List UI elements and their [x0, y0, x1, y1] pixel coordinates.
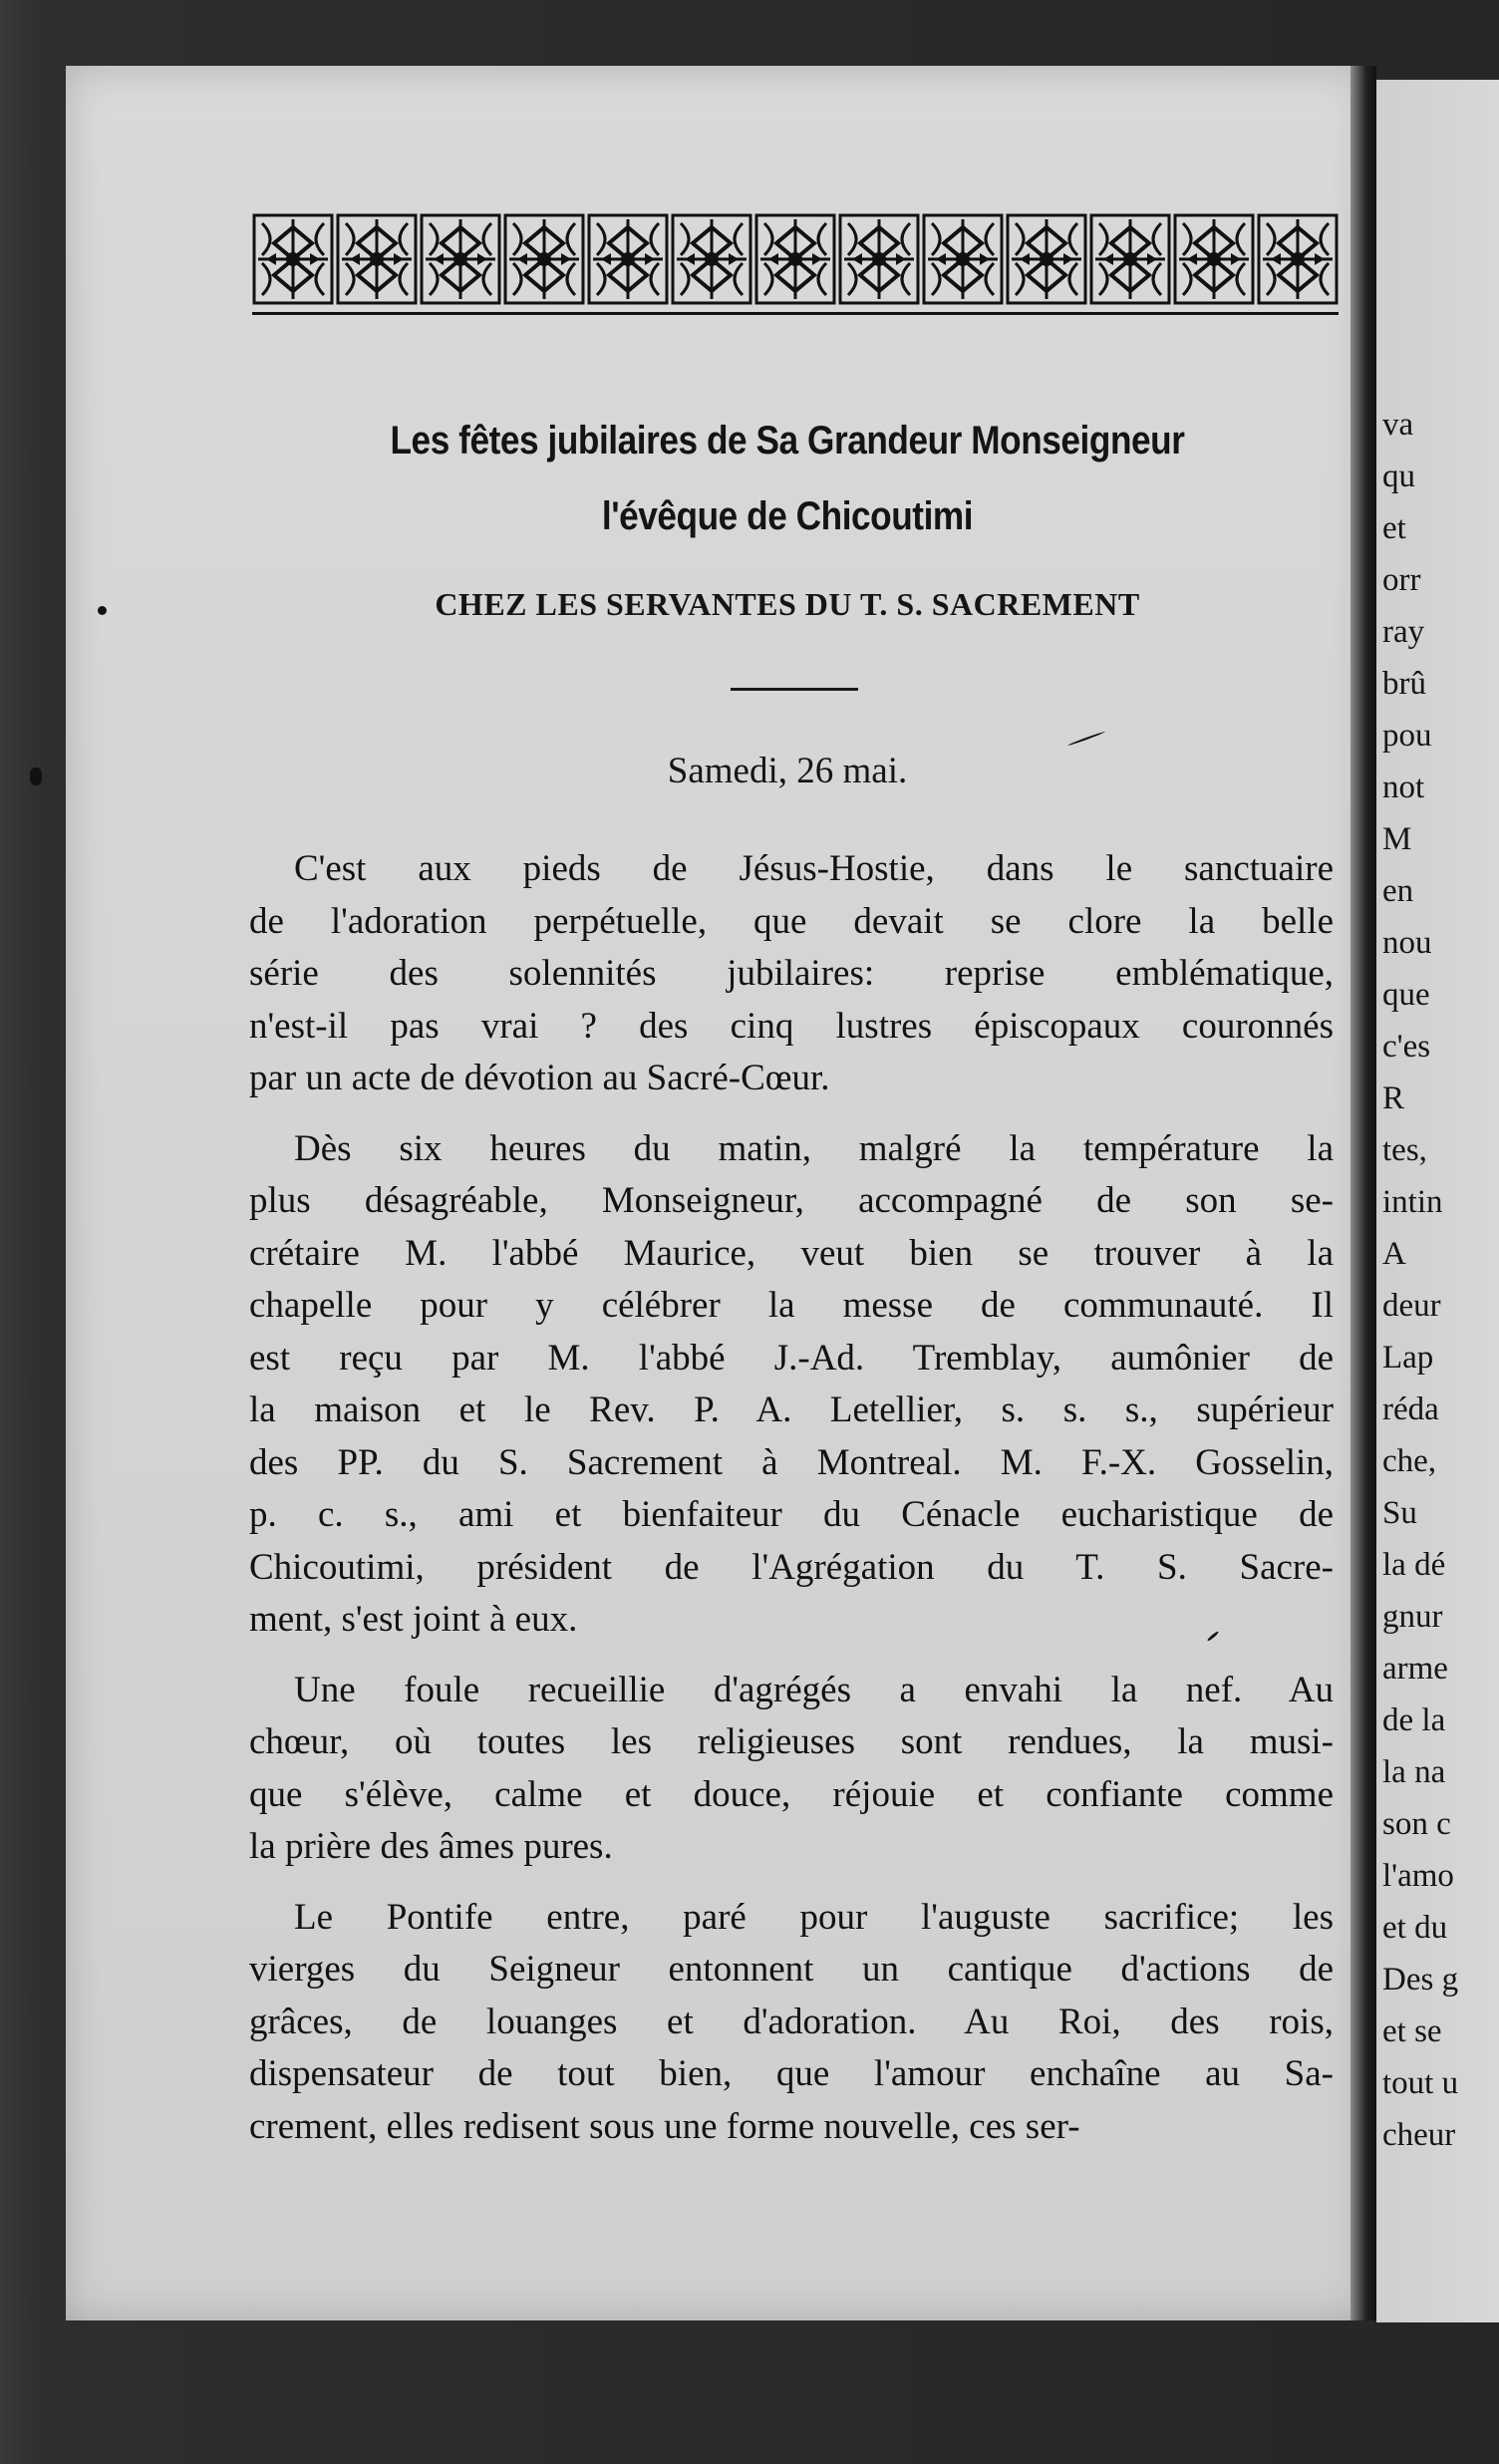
text-line: est reçu par M. l'abbé J.-Ad. Tremblay, aumônier de	[249, 1337, 1334, 1379]
fragment-line: la dé	[1382, 1547, 1446, 1583]
fragment-line: que	[1382, 977, 1430, 1013]
text-line: de l'adoration perpétuelle, que devait se clore la belle	[249, 900, 1334, 942]
text-line: dispensateur de tout bien, que l'amour enchaîne au Sa-	[249, 2053, 1334, 2094]
fragment-line: che,	[1382, 1443, 1437, 1479]
fragment-line: en	[1382, 873, 1414, 909]
fragment-line: M	[1382, 821, 1412, 857]
fragment-line: et se	[1382, 2013, 1442, 2049]
text-line: vierges du Seigneur entonnent un cantique d'actions de	[249, 1949, 1334, 1990]
text-line: grâces, de louanges et d'adoration. Au Roi, des rois,	[249, 2001, 1334, 2042]
text-line: Le Pontife entre, paré pour l'auguste sacrifice; les	[294, 1896, 1334, 1938]
text-line: Dès six heures du matin, malgré la température la	[294, 1127, 1334, 1169]
text-line: la prière des âmes pures.	[249, 1826, 613, 1867]
dateline: Samedi, 26 mai.	[667, 751, 908, 791]
fragment-line: nou	[1382, 925, 1432, 961]
text-line: p. c. s., ami et bienfaiteur du Cénacle eucharistique de	[249, 1494, 1334, 1535]
fragment-line: deur	[1382, 1288, 1441, 1324]
film-speck	[30, 768, 42, 785]
fragment-line: l'amo	[1382, 1858, 1454, 1894]
section-divider	[731, 688, 858, 691]
fragment-line: la na	[1382, 1754, 1446, 1790]
fragment-line: tes,	[1382, 1132, 1427, 1168]
fragment-line: Lap	[1382, 1340, 1434, 1376]
text-line: chœur, où toutes les religieuses sont rendues, la musi-	[249, 1721, 1334, 1762]
text-line: C'est aux pieds de Jésus-Hostie, dans le sanctuaire	[294, 848, 1334, 889]
fragment-line: Su	[1382, 1495, 1417, 1531]
fragment-line: R	[1382, 1080, 1405, 1116]
paragraph	[249, 1665, 1334, 1874]
paragraph	[249, 843, 1334, 1105]
text-line: la maison et le Rev. P. A. Letellier, s. s. s., supérieur	[249, 1389, 1334, 1430]
fragment-line: intin	[1382, 1184, 1443, 1220]
text-line: que s'élève, calme et douce, réjouie et confiante comme	[249, 1773, 1334, 1815]
text-line: par un acte de dévotion au Sacré-Cœur.	[249, 1058, 830, 1098]
fragment-line: pou	[1382, 718, 1432, 754]
ornament-underline	[252, 312, 1339, 315]
fragment-line: gnur	[1382, 1599, 1443, 1635]
text-line: série des solennités jubilaires: reprise emblématique,	[249, 953, 1334, 994]
text-line: ment, s'est joint à eux.	[249, 1599, 578, 1640]
text-line: Chicoutimi, président de l'Agrégation du T. S. Sacre-	[249, 1546, 1334, 1588]
text-line: chapelle pour y célébrer la messe de communauté. Il	[249, 1285, 1334, 1326]
fragment-line: A	[1382, 1236, 1406, 1272]
fragment-line: brû	[1382, 666, 1426, 702]
fragment-line: c'es	[1382, 1029, 1431, 1065]
fragment-line: tout u	[1382, 2065, 1459, 2101]
fragment-line: orr	[1382, 562, 1421, 598]
paragraph	[249, 1892, 1334, 2154]
fragment-line: son c	[1382, 1806, 1451, 1842]
fragment-line: ray	[1382, 614, 1425, 650]
text-line: Une foule recueillie d'agrégés a envahi la nef. Au	[294, 1669, 1334, 1710]
paragraph	[249, 1123, 1334, 1647]
text-line: n'est-il pas vrai ? des cinq lustres épiscopaux couronnés	[249, 1005, 1334, 1047]
fragment-line: va	[1382, 407, 1414, 443]
text-line: crement, elles redisent sous une forme nouvelle, ces ser-	[249, 2105, 1080, 2147]
fragment-line: cheur	[1382, 2117, 1456, 2153]
next-page-fragments	[1382, 399, 1499, 2161]
fragment-line: Des g	[1382, 1962, 1459, 1998]
article-title-line-1: Les fêtes jubilaires de Sa Grandeur Monseigneur	[390, 419, 1185, 462]
fragment-line: et du	[1382, 1910, 1448, 1946]
article-subtitle: CHEZ LES SERVANTES DU T. S. SACREMENT	[435, 586, 1140, 622]
book-gutter	[1350, 66, 1376, 2320]
text-line: des PP. du S. Sacrement à Montreal. M. F.-X. Gosselin,	[249, 1441, 1334, 1483]
text-line: crétaire M. l'abbé Maurice, veut bien se trouver à la	[249, 1232, 1334, 1274]
fragment-line: arme	[1382, 1651, 1448, 1687]
article-title-line-2: l'évêque de Chicoutimi	[601, 494, 974, 538]
fragment-line: de la	[1382, 1702, 1446, 1738]
ornamental-border	[252, 209, 1339, 309]
fragment-line: réda	[1382, 1391, 1439, 1427]
right-page-edge	[1376, 80, 1499, 2322]
article-body	[249, 843, 1334, 2171]
film-speck	[98, 606, 107, 615]
fragment-line: et	[1382, 510, 1406, 546]
text-line: plus désagréable, Monseigneur, accompagné de son se-	[249, 1180, 1334, 1221]
fragment-line: not	[1382, 770, 1425, 805]
fragment-line: qu	[1382, 459, 1415, 494]
